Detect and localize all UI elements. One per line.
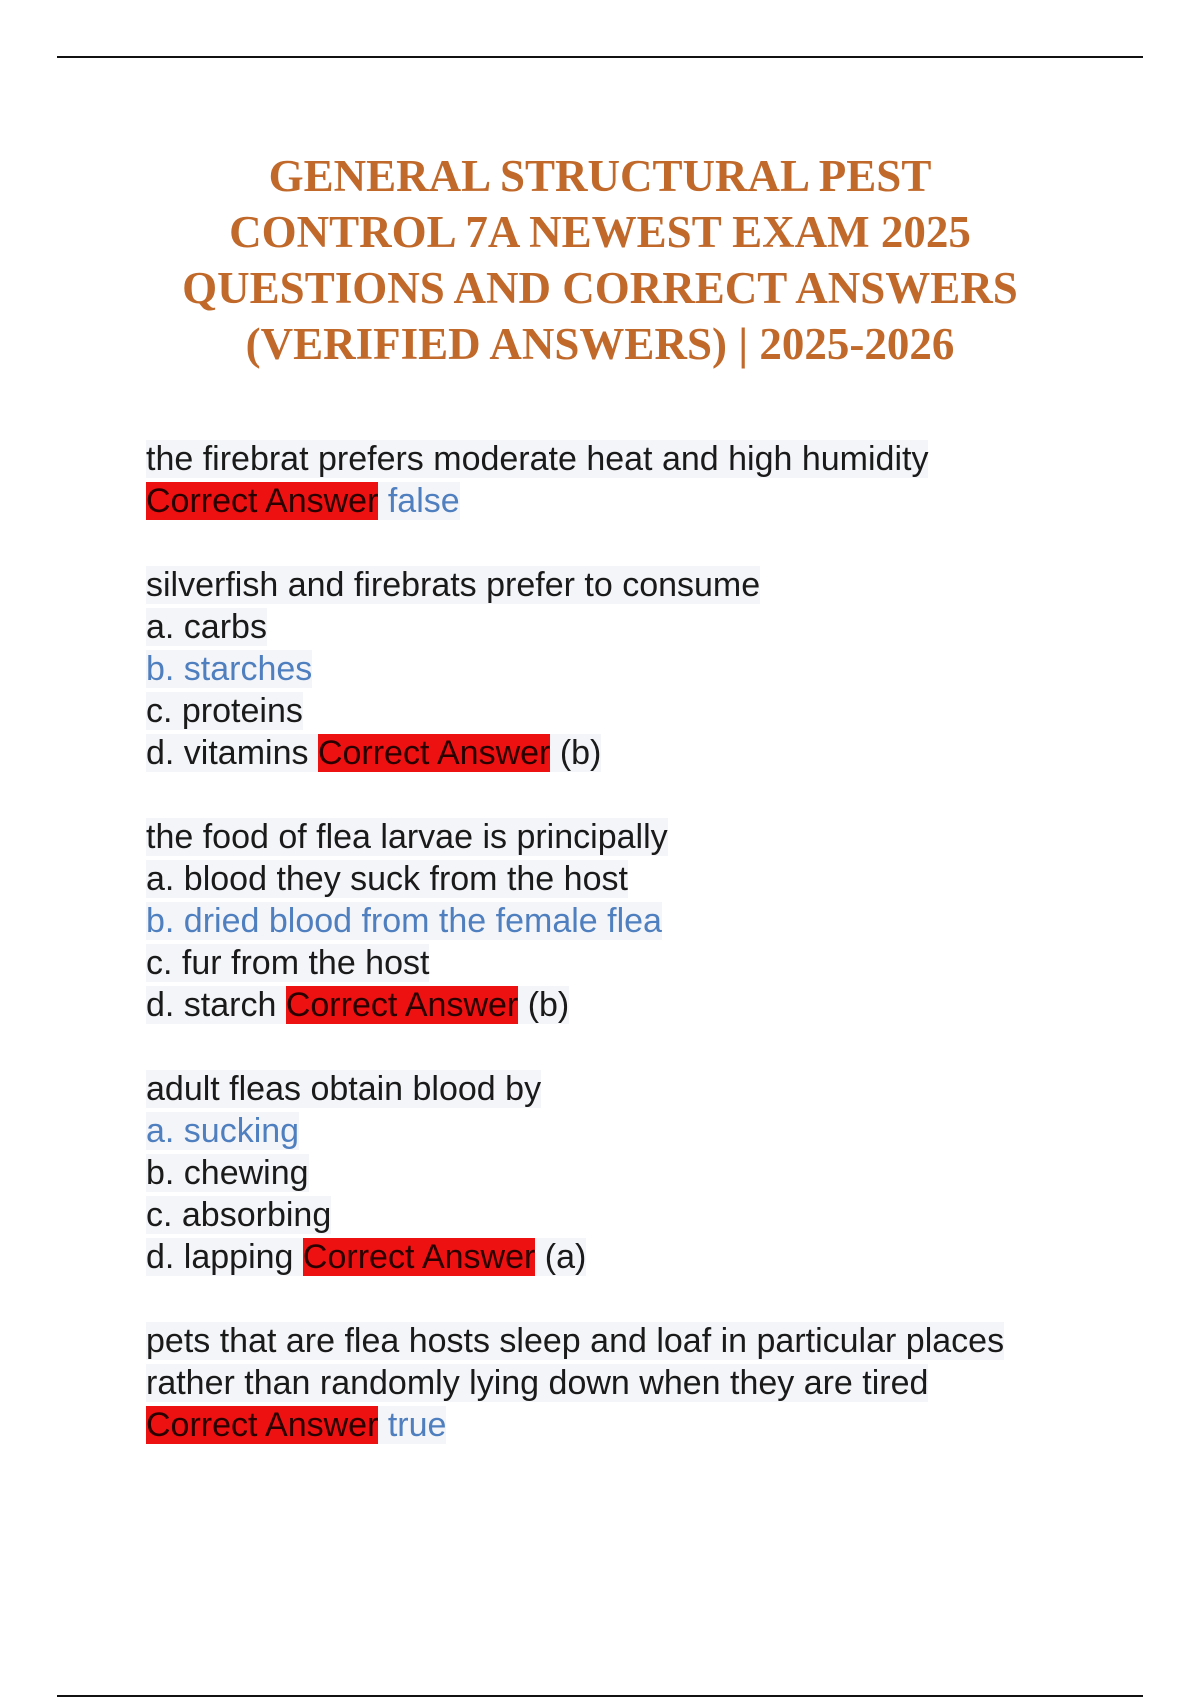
option: c. fur from the host [146, 944, 430, 982]
answer-line [146, 480, 1106, 522]
correct-answer-label: Correct Answer [146, 1406, 379, 1444]
document-title [120, 148, 1080, 372]
answer-value: (b) [527, 986, 570, 1024]
option: c. proteins [146, 692, 303, 730]
title-line: QUESTIONS AND CORRECT ANSWERS [182, 263, 1018, 313]
option-correct: b. starches [146, 650, 313, 688]
option: a. blood they suck from the host [146, 860, 628, 898]
question-block [146, 816, 1106, 1026]
correct-answer-label: Correct Answer [146, 482, 379, 520]
question-list [146, 438, 1106, 1488]
correct-answer-label: Correct Answer [285, 986, 519, 1024]
correct-answer-label: Correct Answer [302, 1238, 536, 1276]
question-text: the firebrat prefers moderate heat and high humidity [146, 440, 929, 478]
option: c. absorbing [146, 1196, 332, 1234]
correct-answer-label: Correct Answer [317, 734, 551, 772]
answer-value: (a) [544, 1238, 587, 1276]
question-block [146, 1068, 1106, 1278]
answer-value: false [387, 482, 460, 520]
top-rule [57, 56, 1143, 58]
question-text: rather than randomly lying down when they are tired [146, 1364, 929, 1402]
option: a. carbs [146, 608, 267, 646]
question-block [146, 564, 1106, 774]
title-line: GENERAL STRUCTURAL PEST [268, 151, 932, 201]
option: b. chewing [146, 1154, 309, 1192]
question-text: adult fleas obtain blood by [146, 1070, 542, 1108]
option-correct: b. dried blood from the female flea [146, 902, 662, 940]
question-block [146, 438, 1106, 522]
answer-value: true [387, 1406, 447, 1444]
answer-value: (b) [559, 734, 602, 772]
title-line: (VERIFIED ANSWERS) | 2025-2026 [245, 319, 955, 369]
option-correct: a. sucking [146, 1112, 300, 1150]
answer-line [146, 1404, 1106, 1446]
question-text: the food of flea larvae is principally [146, 818, 668, 856]
question-text: pets that are flea hosts sleep and loaf in particular places [146, 1322, 1005, 1360]
question-block [146, 1320, 1106, 1446]
option-with-answer: d. starch Correct Answer (b) [146, 986, 570, 1024]
title-line: CONTROL 7A NEWEST EXAM 2025 [229, 207, 971, 257]
bottom-rule [57, 1695, 1143, 1697]
option-with-answer: d. vitamins Correct Answer (b) [146, 734, 602, 772]
question-text: silverfish and firebrats prefer to consume [146, 566, 761, 604]
option-with-answer: d. lapping Correct Answer (a) [146, 1238, 587, 1276]
